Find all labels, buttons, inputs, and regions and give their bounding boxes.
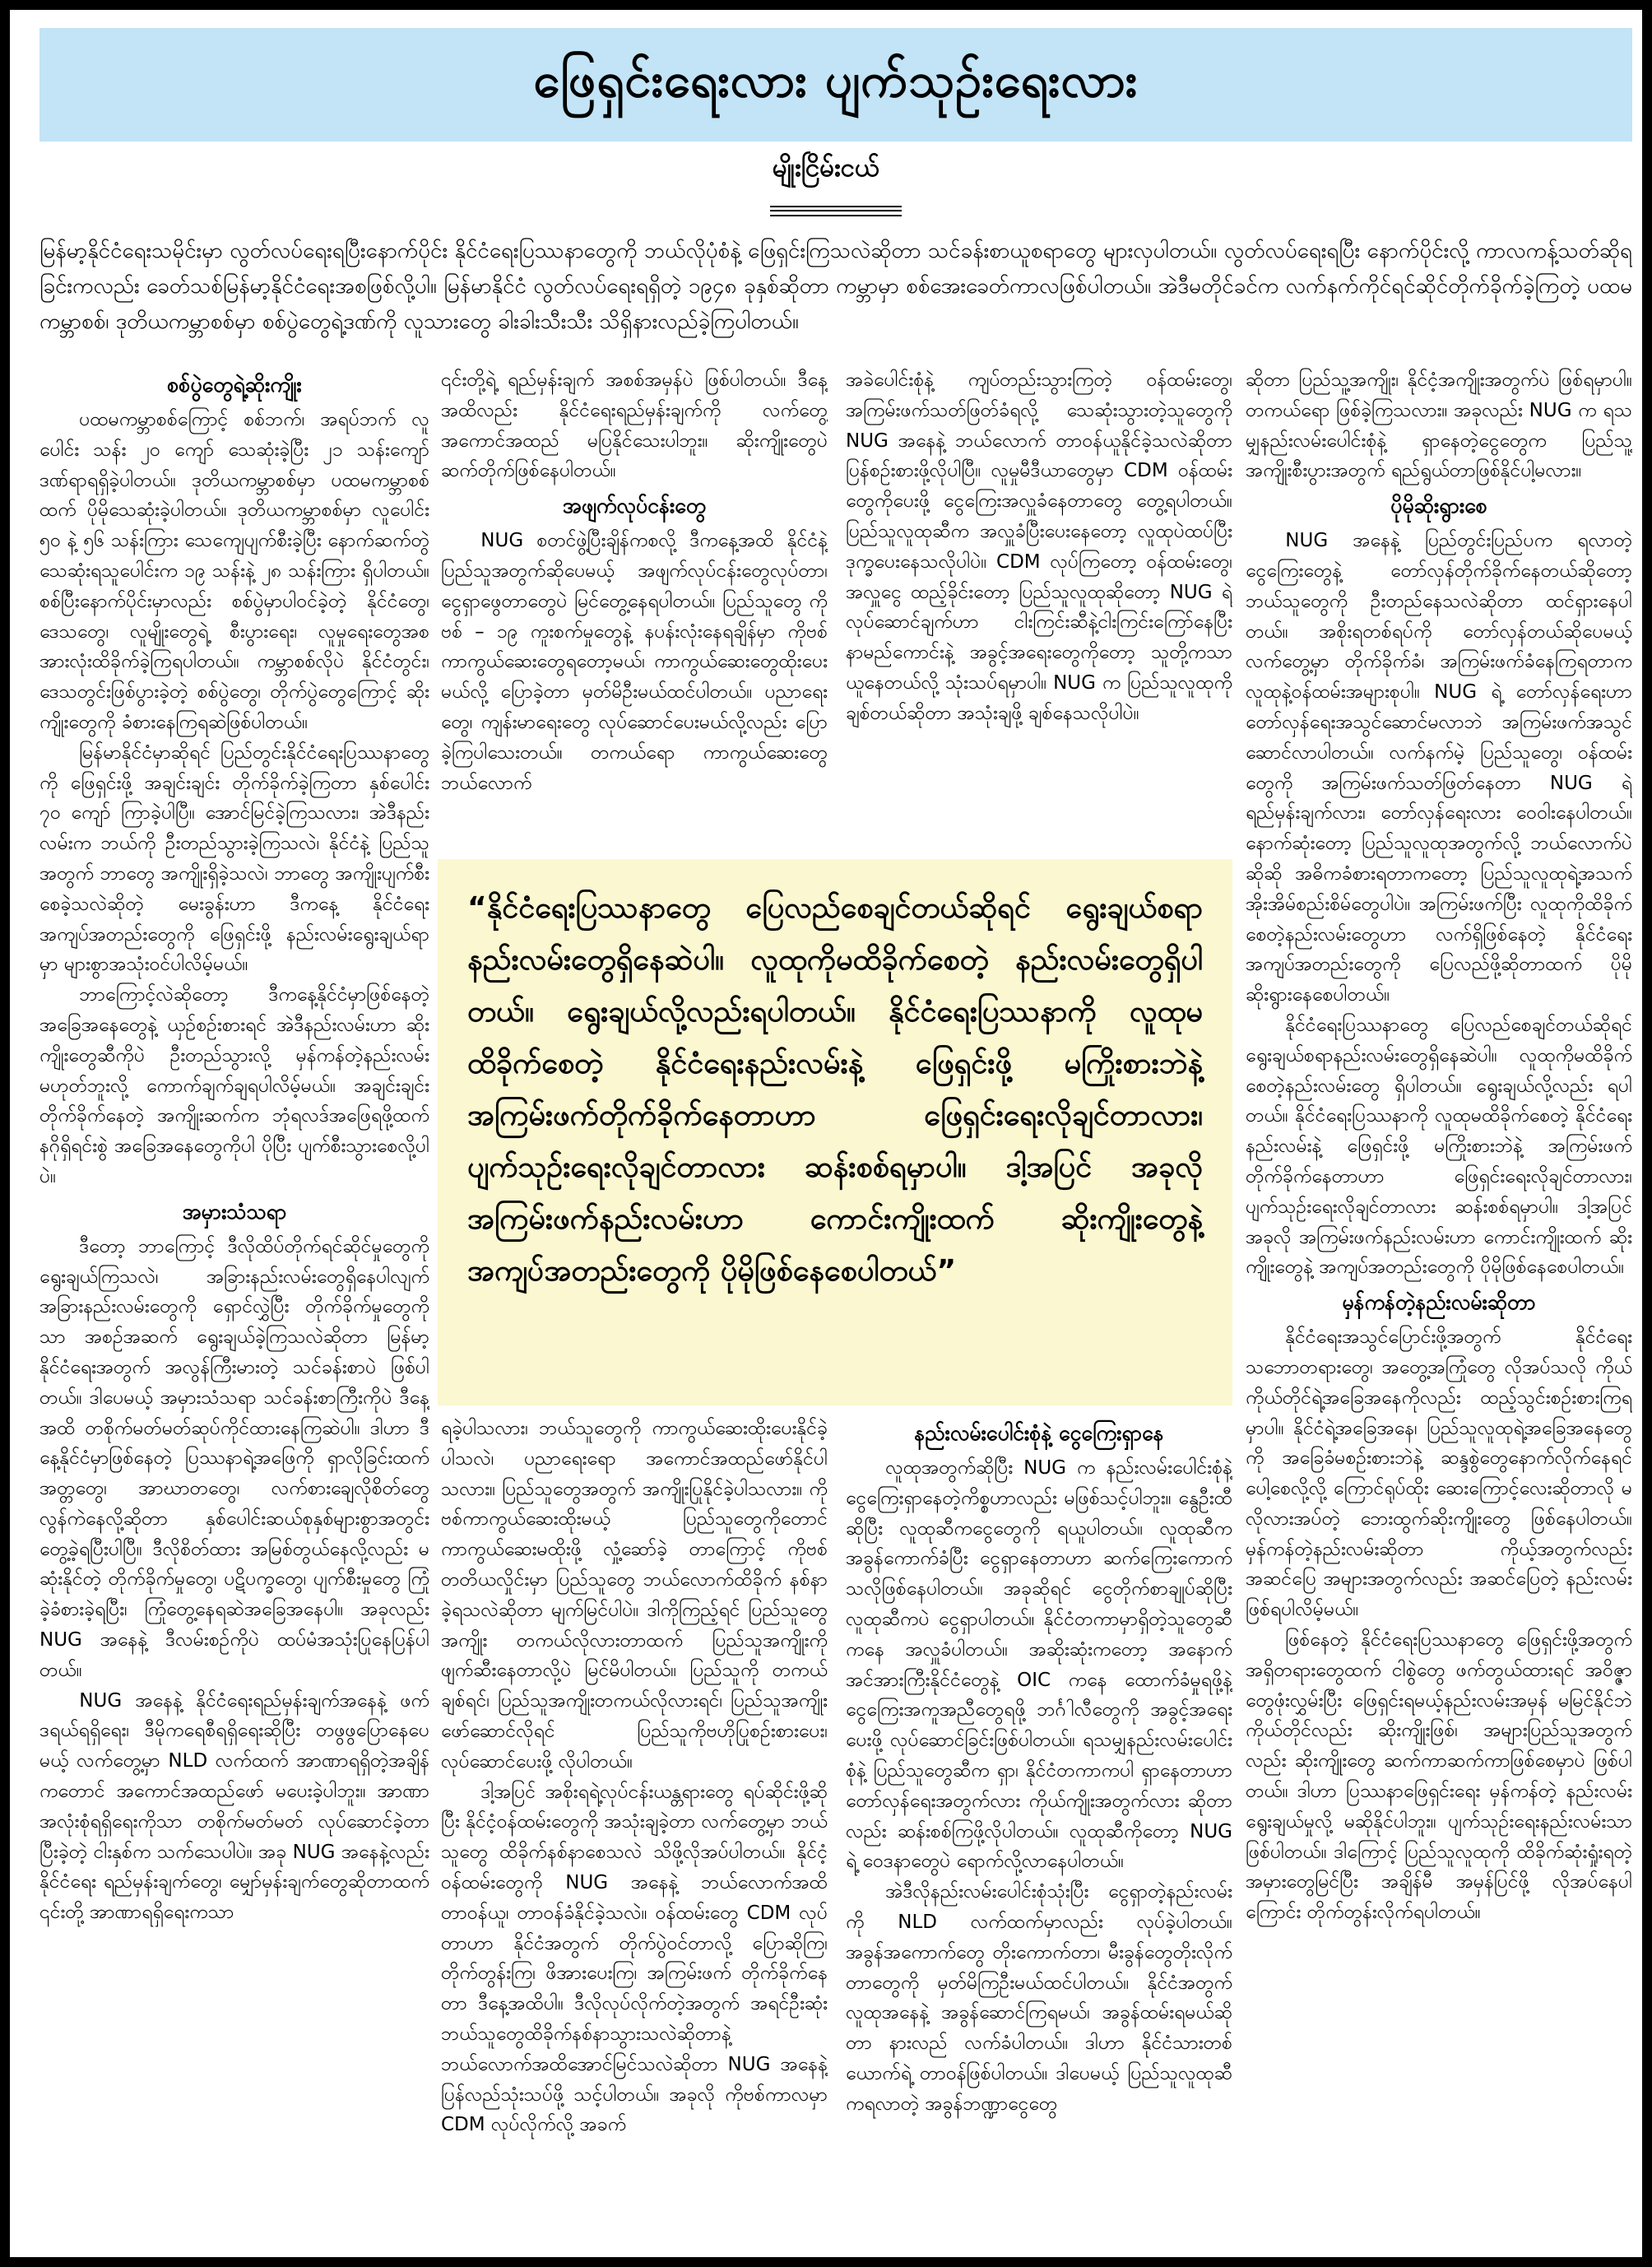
body-paragraph: နိုင်ငံရေးအသွင်ပြောင်းဖို့အတွက် နိုင်ငံရေးသဘောတရားတွေ၊ အတွေ့အကြုံတွေ လိုအပ်သလို ကိုယ်ကိုယ်တိုင်ရဲ့အခြေအနေကိုလည်း ထည့်သွင်းစဉ်းစားကြရမှာပါ။ နိုင်ငံရဲ့အခြေအနေ၊ ပြည်သူလူထုရဲ့အခြေအနေတွေကို အခြေခံမစဉ်းစားဘဲနဲ့ ဆန္ဒစွဲတွေနောက်လိုက်နေရင် ပေါ့စေလို့လို့ ကြောင်ရုပ်ထိုး ဆေးကြောင့်လေးဆိုတာလို မလိုလားအပ်တဲ့ ဘေးထွက်ဆိုးကျိုးတွေ ဖြစ်နေပါတယ်။ မှန်ကန်တဲ့နည်းလမ်းဆိုတာ ကိုယ့်အတွက်လည်း အဆင်ပြေ အများအတွက်လည်း အဆင်ပြေတဲ့ နည်းလမ်း ဖြစ်ရပါလိမ့်မယ်။: [1246, 1326, 1632, 1621]
section-heading: အမှားသံသရာ: [182, 1199, 287, 1224]
body-paragraph: ဖြစ်နေတဲ့ နိုင်ငံရေးပြဿနာတွေ ဖြေရှင်းဖို့အတွက် အရှိတရားတွေထက် ငါစွဲတွေ ဖက်တွယ်ထားရင် အဝိဇ္ဇာတွေဖုံးလွှမ်းပြီး ဖြေရှင်းရမယ့်နည်းလမ်းအမှန် မမြင်နိုင်ဘဲ ကိုယ်တိုင်လည်း ဆိုးကျိုးဖြစ်၊ အများပြည်သူအတွက်လည်း ဆိုးကျိုးတွေ ဆက်ကာဆက်ကာဖြစ်စေမှာပဲ ဖြစ်ပါတယ်။ ဒါဟာ ပြဿနာဖြေရှင်းရေး မှန်ကန်တဲ့ နည်းလမ်းရွေးချယ်မှုလို့ မဆိုနိုင်ပါဘူး။ ပျက်သုဉ်းရေးနည်းလမ်းသာဖြစ်ပါတယ်။ ဒါကြောင့် ပြည်သူလူထုကို ထိခိုက်ဆုံးရှုံးရတဲ့ အမှားတွေမြင်ပြီး အချိန်မီ အမှန်ပြင်ဖို့ လိုအပ်နေပါကြောင်း တိုက်တွန်းလိုက်ရပါတယ်။: [1246, 1629, 1632, 1924]
column-3-lower: [846, 1414, 1232, 2250]
column-2-lower: [441, 1414, 828, 2250]
pull-quote: “နိုင်ငံရေးပြဿနာတွေ ပြေလည်စေချင်တယ်ဆိုရင် ရွေးချယ်စရာနည်းလမ်းတွေရှိနေဆဲပါ။ လူထုကိုမထိခိုက်စေတဲ့ နည်းလမ်းတွေရှိပါတယ်။ ရွေးချယ်လို့လည်းရပါတယ်။ နိုင်ငံရေးပြဿနာကို လူထုမထိခိုက်စေတဲ့ နိုင်ငံရေးနည်းလမ်းနဲ့ ဖြေရှင်းဖို့ မကြိုးစားဘဲနဲ့ အကြမ်းဖက်တိုက်ခိုက်နေတာဟာ ဖြေရှင်းရေးလိုချင်တာလား၊ ပျက်သုဉ်းရေးလိုချင်တာလား ဆန်းစစ်ရမှာပါ။ ဒါ့အပြင် အခုလို အကြမ်းဖက်နည်းလမ်းဟာ ကောင်းကျိုးထက် ဆိုးကျိုးတွေနဲ့ အကျပ်အတည်းတွေကို ပိုမိုဖြစ်နေစေပါတယ်”: [438, 859, 1232, 1405]
body-paragraph: အခဲပေါင်းစုံနဲ့ ကျပ်တည်းသွားကြတဲ့ ဝန်ထမ်းတွေ၊ အကြမ်းဖက်သတ်ဖြတ်ခံရလို့ သေဆုံးသွားတဲ့သူတွေကို NUG အနေနဲ့ ဘယ်လောက် တာဝန်ယူနိုင်ခဲ့သလဲဆိုတာ ပြန်စဉ်းစားဖို့လိုပါပြီ။ လူမှုမီဒီယာတွေမှာ CDM ဝန်ထမ်းတွေကိုပေးဖို့ ငွေကြေးအလှူခံနေတာတွေ တွေ့ရပါတယ်။ ပြည်သူလူထုဆီက အလှူခံပြီးပေးနေတော့ လူထုပဲထပ်ပြီး ဒုက္ခပေးနေသလိုပါပဲ။ CDM လုပ်ကြတော့ ဝန်ထမ်းတွေ၊ အလှူငွေ ထည့်ခိုင်းတော့ ပြည်သူလူထုဆိုတော့ NUG ရဲ့ လုပ်ဆောင်ချက်ဟာ ငါးကြင်းဆီနဲ့ငါးကြင်းကြော်နေပြီး နာမည်ကောင်းနဲ့ အခွင့်အရေးတွေကိုတော့ သူတို့ကသာ ယူနေတယ်လို့ သုံးသပ်ရမှာပါ။ NUG က ပြည်သူလူထုကို ချစ်တယ်ဆိုတာ အသုံးချဖို့ ချစ်နေသလိုပါပဲ။: [846, 369, 1232, 724]
body-paragraph: NUG အနေနဲ့ နိုင်ငံရေးရည်မှန်းချက်အနေနဲ့ ဖက်ဒရယ်ရရှိရေး၊ ဒီမိုကရေစီရရှိရေးဆိုပြီး တဖွဖွပြောနေပေမယ့် လက်တွေ့မှာ NLD လက်ထက် အာဏာရရှိတဲ့အချိန်ကတောင် အကောင်အထည်ဖော် မပေးခဲ့ပါဘူး။ အာဏာအလုံးစုံရရှိရေးကိုသာ တစိုက်မတ်မတ် လုပ်ဆောင်ခဲ့တာ ပြီးခဲ့တဲ့ ငါးနှစ်က သက်သေပါပဲ။ အခု NUG အနေနဲ့လည်း နိုင်ငံရေး ရည်မှန်းချက်တွေ၊ မျှော်မှန်းချက်တွေဆိုတာထက် ၎င်းတို့ အာဏာရရှိရေးကသာ: [39, 1689, 429, 1924]
author-byline: မျိုးငြိမ်းငယ်: [772, 153, 880, 183]
section-heading: မှန်ကန်တဲ့နည်းလမ်းဆိုတာ: [1342, 1290, 1536, 1315]
section-heading: အဖျက်လုပ်ငန်းတွေ: [562, 494, 707, 518]
body-paragraph: နိုင်ငံရေးပြဿနာတွေ ပြေလည်စေချင်တယ်ဆိုရင် ရွေးချယ်စရာနည်းလမ်းတွေရှိနေဆဲပါ။ လူထုကိုမထိခိုက်စေတဲ့နည်းလမ်းတွေ ရှိပါတယ်။ ရွေးချယ်လို့လည်း ရပါတယ်။ နိုင်ငံရေးပြဿနာကို လူထုမထိခိုက်စေတဲ့ နိုင်ငံရေးနည်းလမ်းနဲ့ ဖြေရှင်းဖို့ မကြိုးစားဘဲနဲ့ အကြမ်းဖက်တိုက်ခိုက်နေတာဟာ ဖြေရှင်းရေးလိုချင်တာလား၊ ပျက်သုဉ်းရေးလိုချင်တာလား ဆန်းစစ်ရမှာပါ။ ဒါ့အပြင် အခုလို အကြမ်းဖက်နည်းလမ်းဟာ ကောင်းကျိုးထက် ဆိုးကျိုးတွေနဲ့ အကျပ်အတည်းတွေကို ပိုမိုဖြစ်နေစေပါတယ်။: [1246, 1014, 1632, 1279]
column-4: [1246, 365, 1632, 2250]
body-paragraph: မြန်မာနိုင်ငံမှာဆိုရင် ပြည်တွင်းနိုင်ငံရေးပြဿနာတွေကို ဖြေရှင်းဖို့ အချင်းချင်း တိုက်ခိုက်ခဲ့ကြတာ နှစ်ပေါင်း ၇၀ ကျော် ကြာခဲ့ပါပြီ။ အောင်မြင်ခဲ့ကြသလား၊ အဲဒီနည်းလမ်းက ဘယ်ကို ဦးတည်သွားခဲ့ကြသလဲ၊ နိုင်ငံနဲ့ ပြည်သူအတွက် ဘာတွေ အကျိုးရှိခဲ့သလဲ၊ ဘာတွေ အကျိုးပျက်စီးစေခဲ့သလဲဆိုတဲ့ မေးခွန်းဟာ ဒီကနေ့ နိုင်ငံရေးအကျပ်အတည်းတွေကို ဖြေရှင်းဖို့ နည်းလမ်းရွေးချယ်ရာမှာ များစွာအသုံးဝင်ပါလိမ့်မယ်။: [39, 741, 429, 976]
body-paragraph: NUG အနေနဲ့ ပြည်တွင်းပြည်ပက ရလာတဲ့ ငွေကြေးတွေနဲ့ တော်လှန်တိုက်ခိုက်နေတယ်ဆိုတော့ ဘယ်သူတွေကို ဦးတည်နေသလဲဆိုတာ ထင်ရှားနေပါတယ်။ အစိုးရတစ်ရပ်ကို တော်လှန်တယ်ဆိုပေမယ့် လက်တွေ့မှာ တိုက်ခိုက်ခံ၊ အကြမ်းဖက်ခံနေကြရတာက လူထုနဲ့ဝန်ထမ်းအများစုပါ။ NUG ရဲ့ တော်လှန်ရေးဟာ တော်လှန်ရေးအသွင်ဆောင်မလာဘဲ အကြမ်းဖက်အသွင်ဆောင်လာပါတယ်။ လက်နက်မဲ့ ပြည်သူတွေ၊ ဝန်ထမ်းတွေကို အကြမ်းဖက်သတ်ဖြတ်နေတာ NUG ရဲ့ ရည်မှန်းချက်လား၊ တော်လှန်ရေးလား ဝေဝါးနေပါတယ်။ နောက်ဆုံးတော့ ပြည်သူလူထုအတွက်လို့ ဘယ်လောက်ပဲဆိုဆို အဓိကခံစားရတာကတော့ ပြည်သူလူထုရဲ့အသက် အိုးအိမ်စည်းစိမ်တွေပါပဲ။ အကြမ်းဖက်ပြီး လူထုကိုထိခိုက်စေတဲ့နည်းလမ်းတွေဟာ လက်ရှိဖြစ်နေတဲ့ နိုင်ငံရေးအကျပ်အတည်းတွေကို ပြေလည်ဖို့ဆိုတာထက် ပိုမိုဆိုးရွားနေစေပါတယ်။: [1246, 530, 1632, 1006]
section-heading: နည်းလမ်းပေါင်းစုံနဲ့ ငွေကြေးရှာနေ: [914, 1421, 1164, 1445]
body-paragraph: ဒါ့အပြင် အစိုးရရဲ့လုပ်ငန်းယန္တရားတွေ ရပ်ဆိုင်းဖို့ဆိုပြီး နိုင်ငံ့ဝန်ထမ်းတွေကို အသုံးချခဲ့တာ လက်တွေ့မှာ ဘယ်သူတွေ ထိခိုက်နစ်နာစေသလဲ သိဖို့လိုအပ်ပါတယ်။ နိုင်ငံ့ဝန်ထမ်းတွေကို NUG အနေနဲ့ ဘယ်လောက်အထိ တာဝန်ယူ၊ တာဝန်ခံနိုင်ခဲ့သလဲ။ ဝန်ထမ်းတွေ CDM လုပ်တာဟာ နိုင်ငံအတွက် တိုက်ပွဲဝင်တာလို့ ပြောဆိုကြ၊ တိုက်တွန်းကြ၊ ဖိအားပေးကြ၊ အကြမ်းဖက် တိုက်ခိုက်နေတာ ဒီနေ့အထိပါ။ ဒီလိုလုပ်လိုက်တဲ့အတွက် အရင်ဦးဆုံး ဘယ်သူတွေထိခိုက်နစ်နာသွားသလဲဆိုတာနဲ့ ဘယ်လောက်အထိအောင်မြင်သလဲဆိုတာ NUG အနေနဲ့ ပြန်လည်သုံးသပ်ဖို့ သင့်ပါတယ်။ အခုလို ကိုဗစ်ကာလမှာ CDM လုပ်လိုက်လို့ အခက်: [441, 1781, 828, 2136]
title-banner: [39, 28, 1632, 142]
body-paragraph: ရခဲ့ပါသလား၊ ဘယ်သူတွေကို ကာကွယ်ဆေးထိုးပေးနိုင်ခဲ့ပါသလဲ၊ ပညာရေးရော အကောင်အထည်ဖော်နိုင်ပါသလား။ ပြည်သူတွေအတွက် အကျိုးပြုနိုင်ခဲ့ပါသလား။ ကိုဗစ်ကာကွယ်ဆေးထိုးမယ့် ပြည်သူတွေကိုတောင် ကာကွယ်ဆေးမထိုးဖို့ လှုံ့ဆော်ခဲ့ တာကြောင့် ကိုဗစ်တတိယလှိုင်းမှာ ပြည်သူတွေ ဘယ်လောက်ထိခိုက် နစ်နာခဲ့ရသလဲဆိုတာ မျက်မြင်ပါပဲ။ ဒါကိုကြည့်ရင် ပြည်သူတွေအကျိုး တကယ်လိုလားတာထက် ပြည်သူအကျိုးကို ဖျက်ဆီးနေတာလို့ပဲ မြင်မိပါတယ်။ ပြည်သူကို တကယ်ချစ်ရင်၊ ပြည်သူအကျိုးတကယ်လိုလားရင်၊ ပြည်သူအကျိုးဖော်ဆောင်လိုရင် ပြည်သူကိုဗဟိုပြုစဉ်းစားပေး၊ လုပ်ဆောင်ပေးဖို့ လိုပါတယ်။: [441, 1418, 828, 1772]
byline-divider: [770, 206, 902, 216]
section-heading: စစ်ပွဲတွေရဲ့ဆိုးကျိုး: [167, 373, 302, 397]
body-paragraph: ဆိုတာ ပြည်သူ့အကျိုး၊ နိုင်ငံ့အကျိုးအတွက်ပဲ ဖြစ်ရမှာပါ။ တကယ်ရော ဖြစ်ခဲ့ကြသလား။ အခုလည်း NUG က ရသမျှနည်းလမ်းပေါင်းစုံနဲ့ ရှာနေတဲ့ငွေတွေက ပြည်သူ့အကျိုးစီးပွားအတွက် ရည်ရွယ်တာဖြစ်နိုင်ပါ့မလား။: [1246, 369, 1632, 482]
article-title: ဖြေရှင်းရေးလား ပျက်သုဉ်းရေးလား: [533, 51, 1139, 108]
section-heading: ပိုမိုဆိုးရွားစေ: [1390, 494, 1487, 518]
lead-paragraph: မြန်မာ့နိုင်ငံရေးသမိုင်းမှာ လွတ်လပ်ရေးရပြီးနောက်ပိုင်း နိုင်ငံရေးပြဿနာတွေကို ဘယ်လိုပုံစံနဲ့ ဖြေရှင်းကြသလဲဆိုတာ သင်ခန်းစာယူစရာတွေ များလှပါတယ်။ လွတ်လပ်ရေးရပြီး နောက်ပိုင်းလို့ ကာလကန့်သတ်ဆိုရခြင်းကလည်း ခေတ်သစ်မြန်မာ့နိုင်ငံရေးအစဖြစ်လို့ပါ။ မြန်မာနိုင်ငံ လွတ်လပ်ရေးရရှိတဲ့ ၁၉၄၈ ခုနှစ်ဆိုတာ ကမ္ဘာမှာ စစ်အေးခေတ်ကာလဖြစ်ပါတယ်။ အဲဒီမတိုင်ခင်က လက်နက်ကိုင်ရင်ဆိုင်တိုက်ခိုက်ခဲ့ကြတဲ့ ပထမကမ္ဘာစစ်၊ ဒုတိယကမ္ဘာစစ်မှာ စစ်ပွဲတွေရဲ့ဒဏ်ကို လူသားတွေ ခါးခါးသီးသီး သိရှိနားလည်ခဲ့ကြပါတယ်။: [39, 239, 1632, 334]
body-paragraph: လူထုအတွက်ဆိုပြီး NUG က နည်းလမ်းပေါင်းစုံနဲ့ ငွေကြေးရှာနေတဲ့ကိစ္စဟာလည်း မဖြစ်သင့်ပါဘူး။ နွေဦးထီဆိုပြီး လူထုဆီကငွေတွေကို ရယူပါတယ်။ လူထုဆီက အခွန်ကောက်ခံပြီး ငွေရှာနေတာဟာ ဆက်ကြေးကောက်သလိုဖြစ်နေပါတယ်။ အခုဆိုရင် ငွေတိုက်စာချုပ်ဆိုပြီး လူထုဆီကပဲ ငွေရှာပါတယ်။ နိုင်ငံတကာမှာရှိတဲ့သူတွေဆီကနေ အလှူခံပါတယ်။ အဆိုးဆုံးကတော့ အနောက်အင်အားကြီးနိုင်ငံတွေနဲ့ OIC ကနေ ထောက်ခံမှုရဖို့နဲ့ ငွေကြေးအကူအညီတွေရဖို့ ဘင်္ဂါလီတွေကို အခွင့်အရေးပေးဖို့ လုပ်ဆောင်ခြင်းဖြစ်ပါတယ်။ ရသမျှနည်းလမ်းပေါင်းစုံနဲ့ ပြည်သူတွေဆီက ရှာ၊ နိုင်ငံတကာကပါ ရှာနေတာဟာ တော်လှန်ရေးအတွက်လား ကိုယ်ကျိုးအတွက်လား ဆိုတာလည်း ဆန်းစစ်ကြဖို့လိုပါတယ်။ လူထုဆီကိုတော့ NUG ရဲ့ ဝေဒနာတွေပဲ ရောက်လို့လာနေပါတယ်။: [846, 1457, 1232, 1873]
column-3-upper: [846, 365, 1232, 856]
body-paragraph: အဲဒီလိုနည်းလမ်းပေါင်းစုံသုံးပြီး ငွေရှာတဲ့နည်းလမ်းကို NLD လက်ထက်မှာလည်း လုပ်ခဲ့ပါတယ်။ အခွန်အကောက်တွေ တိုးကောက်တာ၊ မီးခွန်တွေတိုးလိုက်တာတွေကို မှတ်မိကြဦးမယ်ထင်ပါတယ်။ နိုင်ငံအတွက် လူထုအနေနဲ့ အခွန်ဆောင်ကြရမယ်၊ အခွန်ထမ်းရမယ်ဆိုတာ နားလည် လက်ခံပါတယ်။ ဒါဟာ နိုင်ငံသားတစ်ယောက်ရဲ့ တာဝန်ဖြစ်ပါတယ်။ ဒါပေမယ့် ပြည်သူလူထုဆီကရလာတဲ့ အခွန်ဘဏ္ဍာငွေတွေ: [846, 1881, 1232, 2115]
column-2-upper: [441, 365, 828, 856]
column-1: [39, 365, 429, 2250]
body-paragraph: ဒီတော့ ဘာကြောင့် ဒီလိုထိပ်တိုက်ရင်ဆိုင်မှုတွေကို ရွေးချယ်ကြသလဲ၊ အခြားနည်းလမ်းတွေရှိနေပါလျက် အခြားနည်းလမ်းတွေကို ရှောင်လွှဲပြီး တိုက်ခိုက်မှုတွေကိုသာ အစဉ်အဆက် ရွေးချယ်ခဲ့ကြသလဲဆိုတာ မြန်မာ့နိုင်ငံရေးအတွက် အလွန်ကြီးမားတဲ့ သင်ခန်းစာပဲ ဖြစ်ပါတယ်။ ဒါပေမယ့် အမှားသံသရာ သင်ခန်းစာကြီးကိုပဲ ဒီနေ့အထိ တစိုက်မတ်မတ်ဆုပ်ကိုင်ထားနေကြဆဲပါ။ ဒါဟာ ဒီနေ့နိုင်ငံမှာဖြစ်နေတဲ့ ပြဿနာရဲ့အဖြေကို ရှာလိုခြင်းထက် အတ္တတွေ၊ အာဃာတတွေ၊ လက်စားချေလိုစိတ်တွေ လွန်ကဲနေလို့ဆိုတာ နှစ်ပေါင်းဆယ်စုနှစ်များစွာအတွင်း တွေ့ခဲ့ရပြီးပါပြီ။ ဒီလိုစိတ်ထား အမြစ်တွယ်နေလို့လည်း မဆုံးနိုင်တဲ့ တိုက်ခိုက်မှုတွေ၊ ပဋိပက္ခတွေ၊ ပျက်စီးမှုတွေ ကြုံခဲ့ခံစားခဲ့ရပြီး၊ ကြုံတွေ့နေရဆဲအခြေအနေပါ။ အခုလည်း NUG အနေနဲ့ ဒီလမ်းစဉ်ကိုပဲ ထပ်မံအသုံးပြုနေပြန်ပါတယ်။: [39, 1235, 429, 1681]
body-paragraph: ၎င်းတို့ရဲ့ ရည်မှန်းချက် အစစ်အမှန်ပဲ ဖြစ်ပါတယ်။ ဒီနေ့ အထိလည်း နိုင်ငံရေးရည်မှန်းချက်ကို လက်တွေ့အကောင်အထည် မပြနိုင်သေးပါဘူး။ ဆိုးကျိုးတွေပဲ ဆက်တိုက်ဖြစ်နေပါတယ်။: [441, 369, 828, 482]
body-paragraph: ဘာကြောင့်လဲဆိုတော့ ဒီကနေ့နိုင်ငံမှာဖြစ်နေတဲ့အခြေအနေတွေနဲ့ ယှဉ်စဉ်းစားရင် အဲဒီနည်းလမ်းဟာ ဆိုးကျိုးတွေဆီကိုပဲ ဦးတည်သွားလို့ မှန်ကန်တဲ့နည်းလမ်း မဟုတ်ဘူးလို့ ကောက်ချက်ချရပါလိမ့်မယ်။ အချင်းချင်းတိုက်ခိုက်နေတဲ့ အကျိုးဆက်က ဘုံရလဒ်အဖြေရဖို့ထက် နဂိုရှိရင်းစွဲ အခြေအနေတွေကိုပါ ပိုပြီး ပျက်စီးသွားစေလို့ပါပဲ။: [39, 984, 429, 1187]
body-paragraph: NUG စတင်ဖွဲ့ပြီးချိန်ကစလို့ ဒီကနေ့အထိ နိုင်ငံနဲ့ပြည်သူအတွက်ဆိုပေမယ့် အဖျက်လုပ်ငန်းတွေလုပ်တာ၊ ငွေရှာဖွေတာတွေပဲ မြင်တွေ့နေရပါတယ်။ ပြည်သူတွေ ကိုဗစ် – ၁၉ ကူးစက်မှုတွေနဲ့ နပန်းလုံးနေရချိန်မှာ ကိုဗစ်ကာကွယ်ဆေးတွေရတော့မယ်၊ ကာကွယ်ဆေးတွေထိုးပေးမယ်လို့ ပြောခဲ့တာ မှတ်မိဦးမယ်ထင်ပါတယ်။ ပညာရေးတွေ၊ ကျန်းမာရေးတွေ လုပ်ဆောင်ပေးမယ်လို့လည်း ပြောခဲ့ကြပါသေးတယ်။ တကယ်ရော ကာကွယ်ဆေးတွေ ဘယ်လောက်: [441, 530, 828, 794]
body-paragraph: ပထမကမ္ဘာစစ်ကြောင့် စစ်ဘက်၊ အရပ်ဘက် လူပေါင်း သန်း ၂၀ ကျော် သေဆုံးခဲ့ပြီး ၂၁ သန်းကျော် ဒဏ်ရာရရှိခဲ့ပါတယ်။ ဒုတိယကမ္ဘာစစ်မှာ ပထမကမ္ဘာစစ်ထက် ပိုမိုသေဆုံးခဲ့ပါတယ်။ ဒုတိယကမ္ဘာစစ်မှာ လူပေါင်း ၅၀ နဲ့ ၅၆ သန်းကြား သေကျေပျက်စီးခဲ့ပြီး နောက်ဆက်တွဲ သေဆုံးရသူပေါင်းက ၁၉ သန်းနဲ့ ၂၈ သန်းကြား ရှိပါတယ်။ စစ်ပြီးနောက်ပိုင်းမှာလည်း စစ်ပွဲမှာပါဝင်ခဲ့တဲ့ နိုင်ငံတွေ၊ ဒေသတွေ၊ လူမျိုးတွေရဲ့ စီးပွားရေး၊ လူမှုရေးတွေအစ အားလုံးထိခိုက်ခဲ့ကြရပါတယ်။ ကမ္ဘာစစ်လိုပဲ နိုင်ငံတွင်း၊ ဒေသတွင်းဖြစ်ပွားခဲ့တဲ့ စစ်ပွဲတွေ၊ တိုက်ပွဲတွေကြောင့် ဆိုးကျိုးတွေကို ခံစားနေကြရဆဲဖြစ်ပါတယ်။: [39, 409, 429, 733]
